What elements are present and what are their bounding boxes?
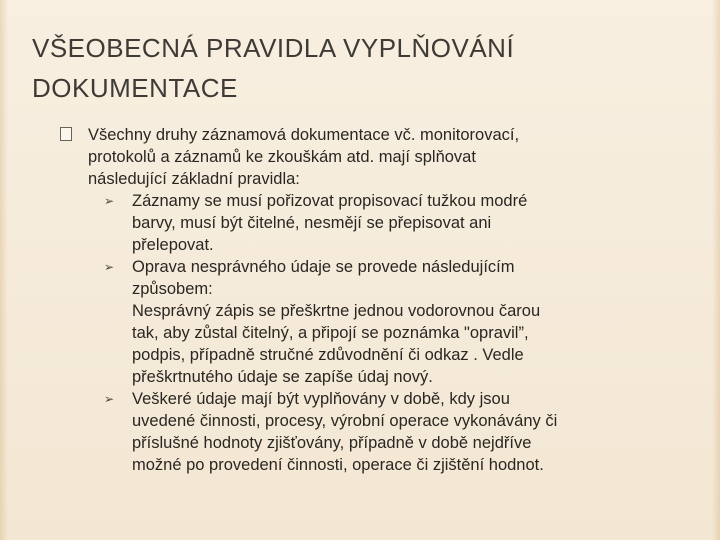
arrow-bullet-icon: ➢ (104, 194, 115, 208)
sub-bullet-text-line: Záznamy se musí pořizovat propisovací tužkou modré (132, 192, 528, 210)
slide-title (32, 28, 692, 108)
sub-bullet-item (60, 256, 680, 388)
left-edge-decoration (0, 0, 8, 540)
sub-bullet-text-line: Veškeré údaje mají být vyplňovány v době, kdy jsou (132, 390, 510, 408)
bullet-text-line: následující základní pravidla: (88, 170, 300, 188)
sub-bullet-item (60, 190, 680, 256)
sub-bullet-text-line: možné po provedení činnosti, operace či zjištění hodnot. (132, 456, 544, 474)
sub-bullet-text-line: přeškrtnutého údaje se zapíše údaj nový. (132, 368, 433, 386)
arrow-bullet-icon: ➢ (104, 260, 115, 274)
sub-bullet-text-line: podpis, případně stručné zdůvodnění či odkaz . Vedle (132, 346, 524, 364)
sub-bullet-text-line: uvedené činnosti, procesy, výrobní operace vykonávány či (132, 412, 558, 430)
bullet-text-line: protokolů a záznamů ke zkouškám atd. mají splňovat (88, 148, 476, 166)
sub-bullet-text-line: způsobem: (132, 280, 213, 298)
sub-bullet-text-line: příslušné hodnoty zjišťovány, případně v době nejdříve (132, 434, 532, 452)
sub-bullet-text-line: přelepovat. (132, 236, 214, 254)
sub-bullet-text-line: tak, aby zůstal čitelný, a připojí se poznámka "opravil”, (132, 324, 529, 342)
bullet-text-line: Všechny druhy záznamová dokumentace vč. monitorovací, (88, 126, 520, 144)
square-bullet-icon (60, 127, 72, 141)
slide-content (60, 124, 680, 476)
sub-bullet-list (60, 190, 680, 476)
title-line: DOKUMENTACE (32, 73, 238, 103)
sub-bullet-text-line: Oprava nesprávného údaje se provede následujícím (132, 258, 515, 276)
sub-bullet-text-line: Nesprávný zápis se přeškrtne jednou vodorovnou čarou (132, 302, 541, 320)
main-bullet (60, 124, 680, 190)
arrow-bullet-icon: ➢ (104, 392, 115, 406)
title-line: VŠEOBECNÁ PRAVIDLA VYPLŇOVÁNÍ (32, 33, 515, 63)
sub-bullet-item (60, 388, 680, 476)
right-edge-decoration (712, 0, 720, 540)
sub-bullet-text-line: barvy, musí být čitelné, nesmějí se přepisovat ani (132, 214, 492, 232)
